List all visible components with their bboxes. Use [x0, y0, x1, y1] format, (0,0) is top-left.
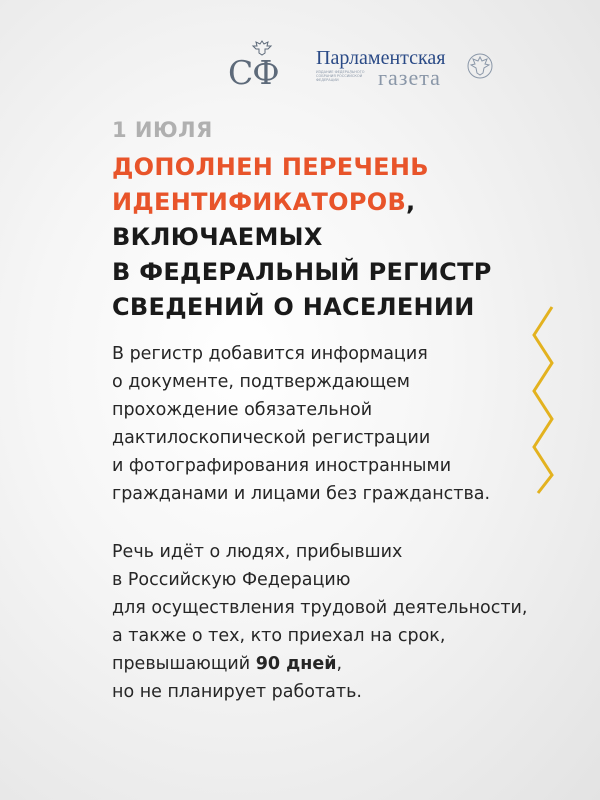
- ninety-days-emphasis: 90 дней: [255, 654, 337, 674]
- paragraph-line: для осуществления трудовой деятельности,: [112, 598, 528, 618]
- paragraph-line: о документе, подтверждающем: [112, 372, 410, 392]
- sf-logo-text: СФ: [228, 53, 279, 92]
- paragraph-line: но не планирует работать.: [112, 682, 362, 702]
- headline-line2: В ФЕДЕРАЛЬНЫЙ РЕГИСТР: [112, 258, 492, 286]
- zigzag-decoration: [528, 305, 558, 495]
- headline-line3: СВЕДЕНИЙ О НАСЕЛЕНИИ: [112, 293, 475, 321]
- paragraph-line: В регистр добавится информация: [112, 344, 428, 364]
- paragraph-line: в Российскую Федерацию: [112, 570, 351, 590]
- headline-highlight: ДОПОЛНЕН ПЕРЕЧЕНЬ ИДЕНТИФИКАТОРОВ: [112, 153, 429, 216]
- paragraph-line: прохождение обязательной: [112, 400, 373, 420]
- header-logos: [228, 40, 446, 92]
- pg-logo-line2: газета: [378, 65, 441, 90]
- pg-logo-small-text: ИЗДАНИЕ ФЕДЕРАЛЬНОГО СОБРАНИЯ РОССИЙСКОЙ ФЕДЕРАЦИИ: [316, 70, 365, 82]
- paragraph-line: дактилоскопической регистрации: [112, 428, 431, 448]
- publication-date: 1 ИЮЛЯ: [112, 118, 213, 142]
- headline-line1: ВКЛЮЧАЕМЫХ: [112, 223, 323, 251]
- paragraph-people: [112, 538, 542, 706]
- line-suffix: ,: [336, 654, 343, 674]
- paragraph-line: Речь идёт о людях, прибывших: [112, 542, 403, 562]
- line-prefix: превышающий: [112, 654, 256, 674]
- paragraph-line: а также о тех, кто приехал на срок,: [112, 626, 446, 646]
- paragraph-line: гражданами и лицами без гражданства.: [112, 484, 491, 504]
- headline: ДОПОЛНЕН ПЕРЕЧЕНЬ ИДЕНТИФИКАТОРОВ, ВКЛЮЧАЕМЫХ В ФЕДЕРАЛЬНЫЙ РЕГИСТР СВЕДЕНИЙ О НАСЕЛЕНИИ: [112, 153, 492, 321]
- paragraph-line: и фотографирования иностранными: [112, 456, 452, 476]
- parlamentskaya-gazeta-logo: [316, 47, 496, 93]
- sf-logo: [228, 40, 296, 92]
- paragraph-registry: [112, 340, 542, 508]
- coat-of-arms-icon: [466, 51, 494, 81]
- pg-logo-line1: Парламентская: [316, 47, 446, 69]
- paragraph-line: [112, 650, 542, 678]
